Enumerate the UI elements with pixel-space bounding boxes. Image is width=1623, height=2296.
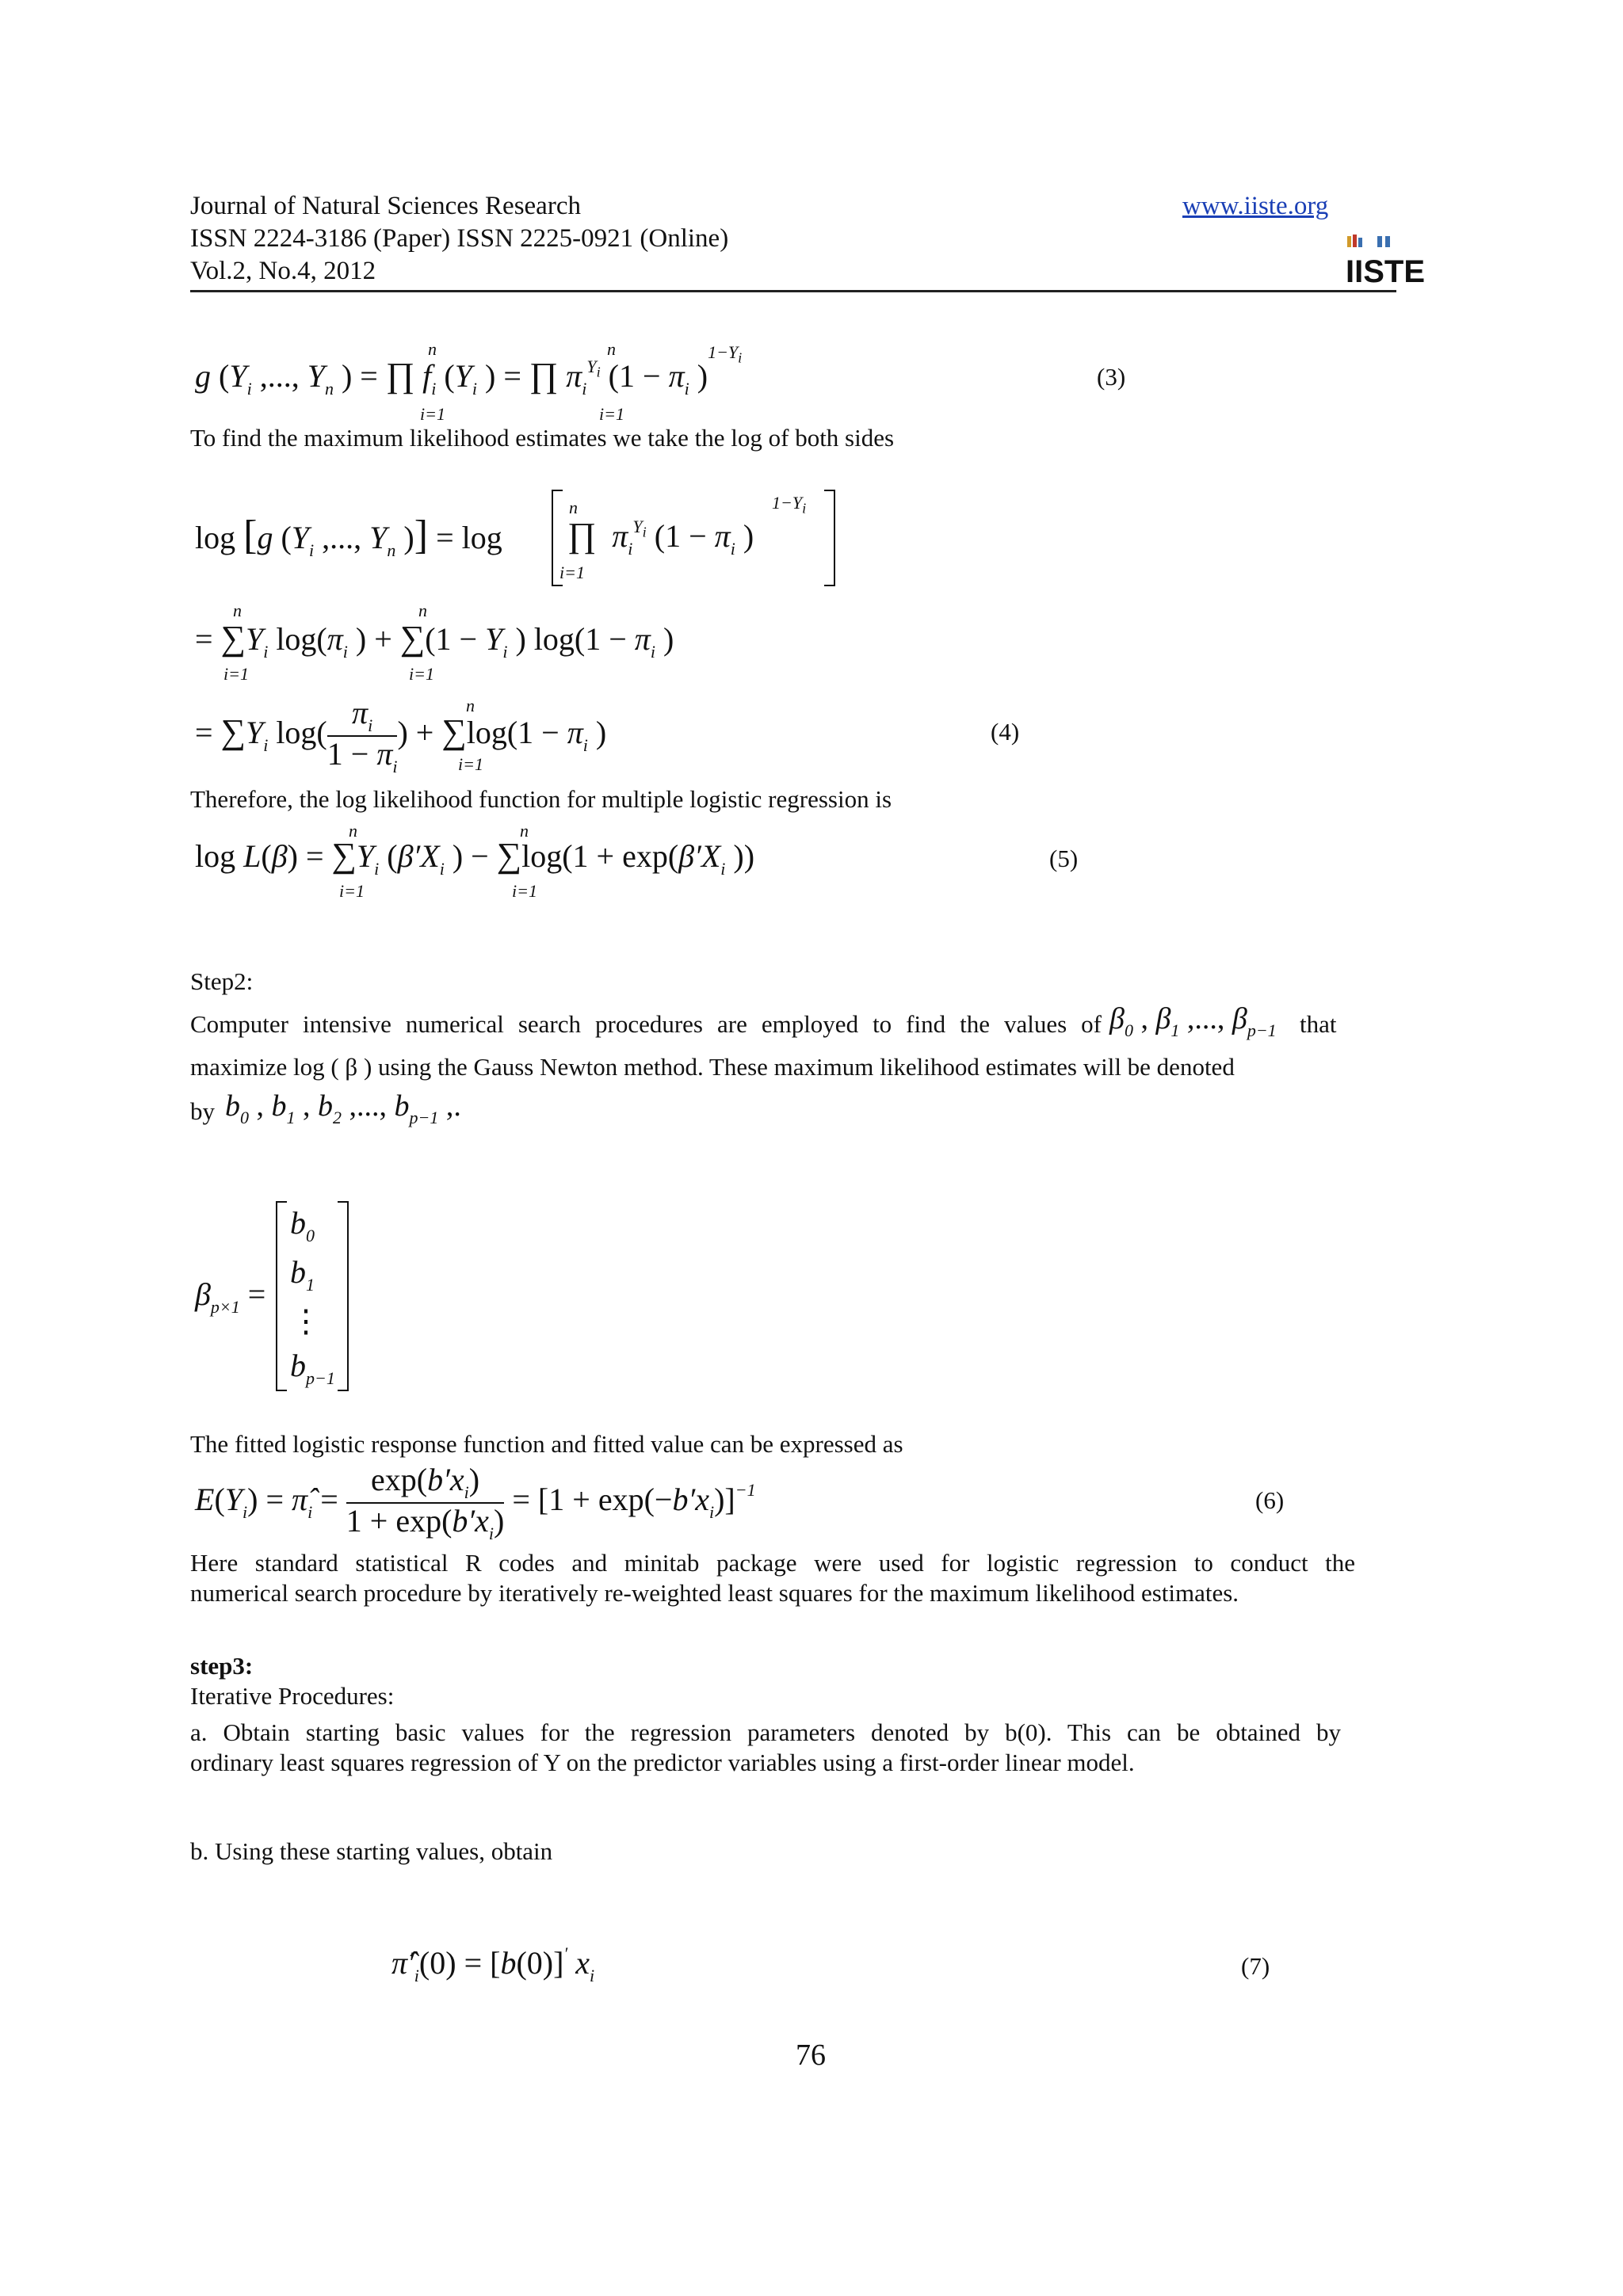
limit-upper: n	[607, 339, 616, 359]
vector-left-bracket	[276, 1201, 287, 1391]
equation-log-g: log [g ($Y_i$ ,..., $Y_n$ )] = log	[195, 513, 502, 560]
svg-text:IISTE: IISTE	[1346, 254, 1426, 289]
volume-line: Vol.2, No.4, 2012	[190, 257, 376, 285]
limit-upper: n	[233, 601, 242, 620]
limit-lower: i=1	[339, 881, 365, 901]
page-number: 76	[796, 2039, 826, 2072]
paragraph-log-likelihood: Therefore, the log likelihood function for multiple logistic regression is	[190, 785, 892, 813]
limit-upper: n	[466, 696, 475, 715]
vector-right-bracket	[338, 1201, 349, 1391]
website-link[interactable]: www.iiste.org	[1182, 192, 1329, 220]
beta-vector-lhs: $\beta_{p\times 1}$ =	[195, 1276, 266, 1317]
limit-lower: i=1	[420, 404, 445, 424]
limit-lower: i=1	[512, 881, 537, 901]
step2-line-2: maximize log ( β ) using the Gauss Newton method. These maximum likelihood estimates will be denoted	[190, 1053, 1235, 1081]
limit-lower: i=1	[458, 754, 483, 774]
iterative-procedures-heading: Iterative Procedures:	[190, 1682, 395, 1710]
equation-4: = $\sum Y_i$ log( $\frac{\pi_i}{1 - \pi_i}$ ) + $\sum\log(1 - \pi_i$ )	[195, 695, 607, 776]
step2-heading: Step2:	[190, 967, 254, 995]
item-a-line-1: a. Obtain starting basic values for the regression parameters denoted by b(0). This can be obtained by	[190, 1718, 1341, 1746]
item-b-line: b. Using these starting values, obtain	[190, 1837, 553, 1865]
step2-line-1: Computer intensive numerical search procedures are employed to find the values of	[190, 1010, 1102, 1038]
limit-upper: n	[349, 821, 357, 841]
eq-number-6: (6)	[1255, 1486, 1285, 1514]
eq-number-5: (5)	[1049, 845, 1079, 872]
issn-line: ISSN 2224-3186 (Paper) ISSN 2225-0921 (Online)	[190, 224, 729, 253]
beta-vector-entries: $b_0$ $b_1$ ⋮ $b_{p-1}$	[290, 1205, 335, 1388]
exponent: $1-Y_i$	[772, 493, 807, 517]
limit-lower: i=1	[409, 664, 434, 684]
equation-3: g ($Y_i$ ,..., $Y_n$ ) = ∏ $f_i$ ($Y_i$ ) = ∏ $\pi_i^{Y_i}$ ($1 - \pi_i$ )$^{1-Y_i}$	[195, 342, 743, 399]
b-sequence: $b_0$ , $b_1$ , $b_2$ ,..., $b_{p-1}$ ,.	[225, 1089, 461, 1127]
paragraph-fitted-response: The fitted logistic response function and fitted value can be expressed as	[190, 1430, 903, 1458]
paragraph-r-codes-line-1: Here standard statistical R codes and minitab package were used for logistic regression to conduct the	[190, 1549, 1355, 1577]
equation-7: $\pî'_i(0) = [b(0)]'$ $x_i$	[391, 1943, 595, 1985]
right-bracket	[824, 490, 835, 586]
iiste-logo	[1346, 233, 1426, 289]
limit-upper: n	[428, 339, 437, 359]
equation-5: $\log L(\beta) = \sum Y_i$ ($\beta'X_i$ ) − $\sum\log(1 + \exp(\beta'X_i$ ))	[195, 836, 755, 879]
equation-6: $E(Y_i)$ = $\pî_i$ = $\frac{\exp(b'x_i)}{1 + \exp(b'x_i)}$ = $[1 + \exp(-b'x_i)]^{-1}$	[195, 1462, 756, 1543]
limit-lower: i=1	[599, 404, 624, 424]
limit-lower: i=1	[223, 664, 249, 684]
eq-number-7: (7)	[1241, 1952, 1270, 1980]
equation-sum-1: = $\sum Y_i$ $\log(\pi_i$ ) + $\sum(1 - Y_i$ ) $\log(1 - \pi_i$ )	[195, 619, 674, 662]
eq-number-3: (3)	[1097, 363, 1126, 391]
journal-title: Journal of Natural Sciences Research	[190, 192, 581, 220]
limit-upper: n	[569, 498, 578, 517]
beta-sequence: $\beta_0$ , $\beta_1$ ,..., $\beta_{p-1}$	[1109, 1002, 1277, 1040]
step3-heading: step3:	[190, 1652, 254, 1680]
step2-line-1-end: that	[1300, 1010, 1337, 1038]
equation-log-rhs: ∏ $\pi_i^{Y_i}$ ($1 - \pi_i$ )	[567, 516, 754, 559]
item-a-line-2: ordinary least squares regression of Y on the predictor variables using a first-order linear model.	[190, 1749, 1135, 1776]
limit-lower: i=1	[559, 563, 585, 582]
eq-number-4: (4)	[991, 718, 1020, 746]
paragraph-r-codes-line-2: numerical search procedure by iteratively re-weighted least squares for the maximum likelihood estimates.	[190, 1579, 1239, 1607]
header-rule	[190, 290, 1396, 292]
step2-line-3: by	[190, 1097, 215, 1125]
limit-upper: n	[520, 821, 529, 841]
paragraph-log-both-sides: To find the maximum likelihood estimates we take the log of both sides	[190, 424, 895, 452]
limit-upper: n	[418, 601, 427, 620]
